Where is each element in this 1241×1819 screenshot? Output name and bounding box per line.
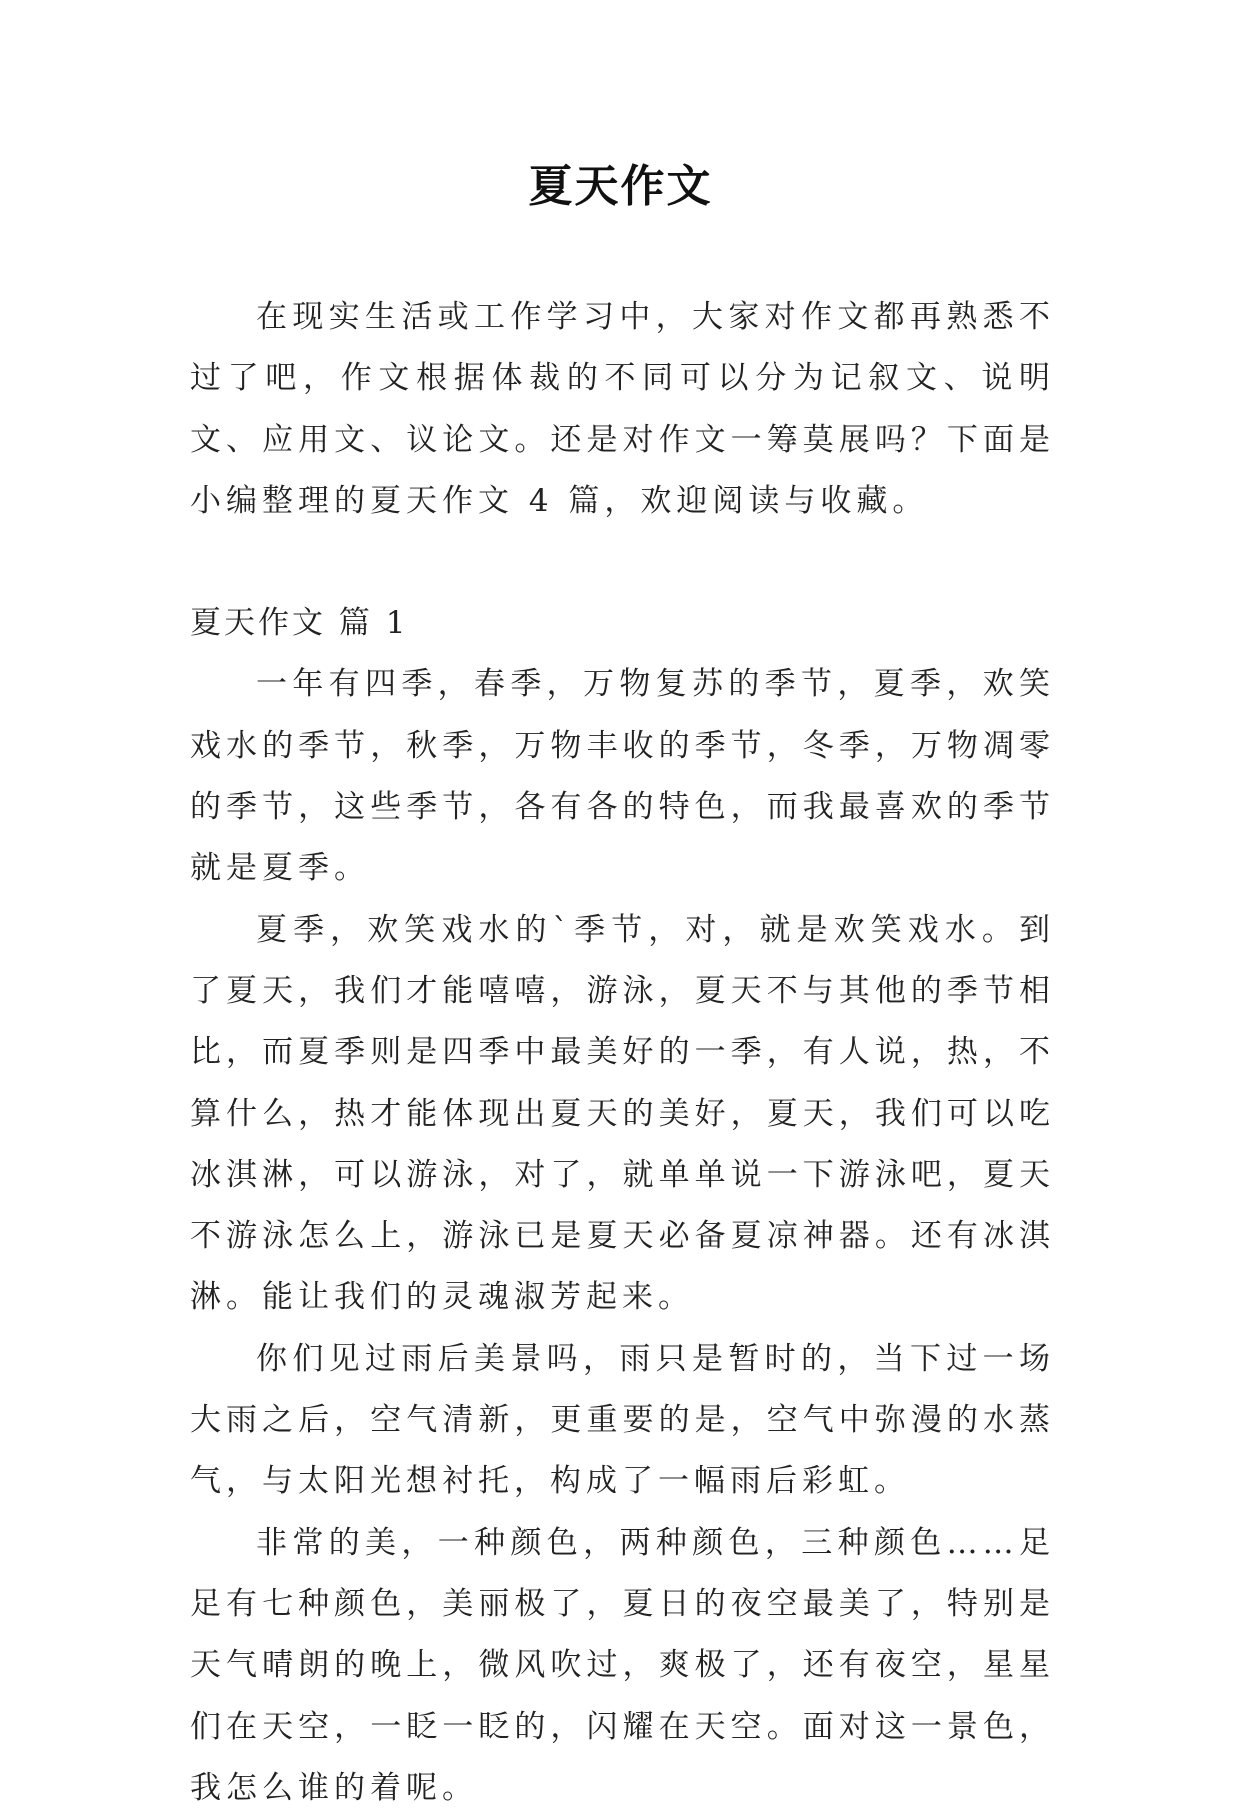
intro-paragraph: 在现实生活或工作学习中，大家对作文都再熟悉不过了吧，作文根据体裁的不同可以分为记叙文、说明文、应用文、议论文。还是对作文一筹莫展吗？下面是小编整理的夏天作文 4 篇，欢迎阅读与收藏。	[190, 299, 1055, 519]
body-paragraph-3: 你们见过雨后美景吗，雨只是暂时的，当下过一场大雨之后，空气清新，更重要的是，空气中弥漫的水蒸气，与太阳光想衬托，构成了一幅雨后彩虹。	[190, 1340, 1055, 1500]
document-title: 夏天作文	[528, 161, 713, 212]
body-paragraph-1: 一年有四季，春季，万物复苏的季节，夏季，欢笑戏水的季节，秋季，万物丰收的季节，冬季，万物凋零的季节，这些季节，各有各的特色，而我最喜欢的季节就是夏季。	[190, 666, 1055, 887]
document-body	[190, 287, 1055, 1819]
section-heading: 夏天作文 篇 1	[190, 605, 409, 642]
body-paragraph-2: 夏季，欢笑戏水的`季节，对，就是欢笑戏水。到了夏天，我们才能嘻嘻，游泳，夏天不与其他的季节相比，而夏季则是四季中最美好的一季，有人说，热，不算什么，热才能体现出夏天的美好，夏天，我们可以吃冰淇淋，可以游泳，对了，就单单说一下游泳吧，夏天不游泳怎么上，游泳已是夏天必备夏凉神器。还有冰淇淋。能让我们的灵魂淑芳起来。	[190, 911, 1055, 1316]
body-paragraph-4: 非常的美，一种颜色，两种颜色，三种颜色……足足有七种颜色，美丽极了，夏日的夜空最美了，特别是天气晴朗的晚上，微风吹过，爽极了，还有夜空，星星们在天空，一眨一眨的，闪耀在天空。面对这一景色，我怎么谁的着呢。	[190, 1524, 1055, 1806]
